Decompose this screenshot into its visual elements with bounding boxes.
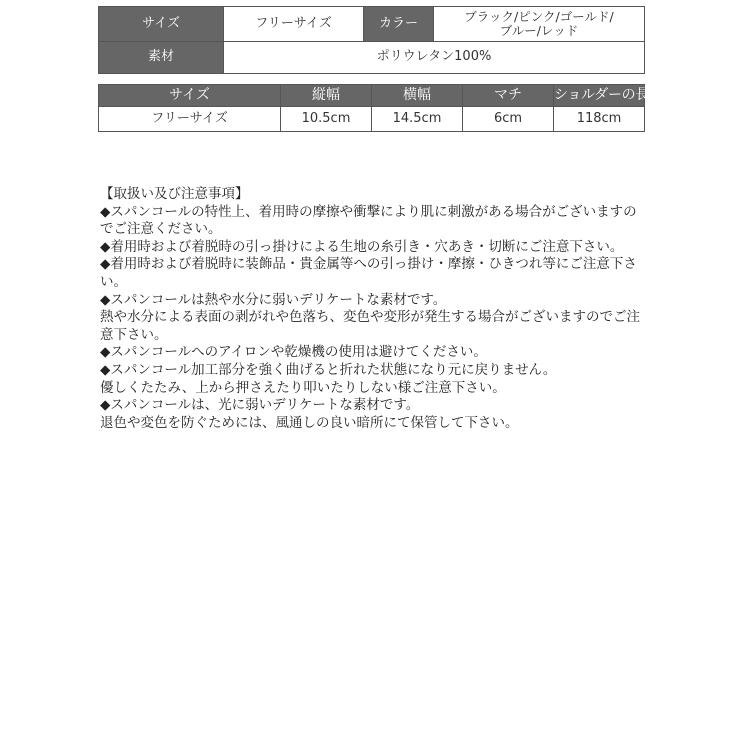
size-table-header xyxy=(99,85,645,107)
care-notes xyxy=(100,186,645,432)
size-header-gusset: マチ xyxy=(463,85,554,107)
size-table-row xyxy=(99,107,645,132)
care-note-line: ◆着用時および着脱時に装飾品・貴金属等への引っ掛け・摩擦・ひきつれ等にご注意下さい。 xyxy=(100,256,637,290)
care-note-line: ◆スパンコールは熱や水分に弱いデリケートな素材です。 xyxy=(100,291,447,308)
size-header-height: 縦幅 xyxy=(281,85,372,107)
care-note-line: 退色や変色を防ぐためには、風通しの良い暗所にて保管して下さい。 xyxy=(100,414,519,431)
size-value: フリーサイズ xyxy=(224,7,364,42)
care-note-line: ◆着用時および着脱時の引っ掛けによる生地の糸引き・穴あき・切断にご注意下さい。 xyxy=(100,238,624,255)
color-value-line1: ブラック/ピンク/ゴールド/ xyxy=(464,9,614,25)
size-cell-size: フリーサイズ xyxy=(99,107,281,132)
size-header-size: サイズ xyxy=(99,85,281,107)
care-note-line: ◆スパンコールの特性上、着用時の摩擦や衝撃により肌に刺激がある場合がございますのでご注意ください。 xyxy=(100,203,637,238)
size-label: サイズ xyxy=(99,7,224,42)
size-cell-shoulder: 118cm xyxy=(554,107,645,132)
color-label: カラー xyxy=(364,7,434,42)
color-value xyxy=(434,7,645,42)
size-cell-width: 14.5cm xyxy=(372,107,463,132)
care-note-line: 優しくたたみ、上から押さえたり叩いたりしない様ご注意下さい。 xyxy=(100,379,506,396)
size-header-shoulder: ショルダーの長さ xyxy=(554,85,645,107)
size-cell-height: 10.5cm xyxy=(281,107,372,132)
spec-table xyxy=(98,6,645,74)
size-cell-gusset: 6cm xyxy=(463,107,554,132)
material-value: ポリウレタン100% xyxy=(224,42,645,74)
spec-row-size-color xyxy=(99,7,645,42)
size-table xyxy=(98,84,663,132)
care-notes-title: 【取扱い及び注意事項】 xyxy=(100,186,249,202)
size-header-width: 横幅 xyxy=(372,85,463,107)
care-note-line: ◆スパンコールは、光に弱いデリケートな素材です。 xyxy=(100,397,420,414)
care-note-line: 熱や水分による表面の剥がれや色落ち、変色や変形が発生する場合がございますのでご注意下さい。 xyxy=(100,309,640,343)
material-label: 素材 xyxy=(99,42,224,74)
color-value-line2: ブルー/レッド xyxy=(499,23,579,38)
spec-row-material xyxy=(99,42,645,74)
care-note-line: ◆スパンコールへのアイロンや乾燥機の使用は避けてください。 xyxy=(100,344,487,361)
care-note-line: ◆スパンコール加工部分を強く曲げると折れた状態になり元に戻りません。 xyxy=(100,361,557,378)
